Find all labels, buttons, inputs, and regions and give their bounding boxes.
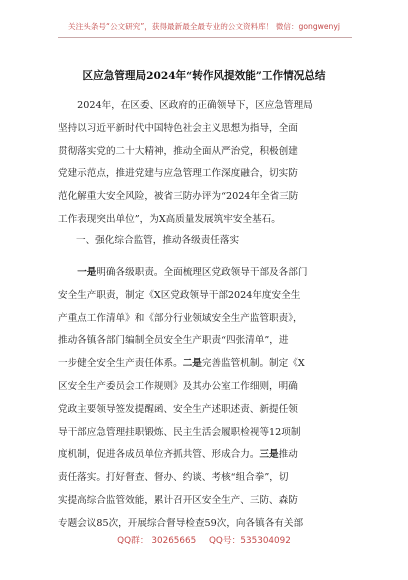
paragraph-line xyxy=(58,399,352,422)
section-heading: 一、强化综合监管，推动各级责任落实 xyxy=(76,235,240,246)
paragraph-line: 2024年，在区委、区政府的正确领导下，区应急管理局 xyxy=(58,100,313,111)
paragraph-line xyxy=(58,376,352,399)
paragraph-line: 坚持以习近平新时代中国特色社会主义思想为指导，全面 xyxy=(58,122,298,134)
line-text: 推动 xyxy=(278,449,298,461)
line-text: 推动各镇各部门编制全员安全生产职责“四张清单”，进 xyxy=(58,335,289,347)
intro-paragraph xyxy=(58,95,352,232)
line-text: 安全生产职责，制定《X区党政领导干部2024年度安全生 xyxy=(58,289,301,301)
paragraph-line xyxy=(58,330,352,353)
line-text: 党政主要领导签发提醒函、安全生产述职述责、新提任领 xyxy=(58,403,298,415)
item-marker: 三是 xyxy=(259,449,279,461)
header-divider xyxy=(58,37,352,38)
line-text: 专题会议85次，开展综合督导检查59次，向各镇各有关部 xyxy=(58,517,304,529)
document-title: 区应急管理局2024年“转作风提效能”工作情况总结 xyxy=(82,70,326,82)
line-text: 责任落实。打好督查、督办、约谈、考核“组合拳”，切 xyxy=(58,472,289,484)
qq-number: QQ号：535304092 xyxy=(208,536,291,546)
footer-contact xyxy=(0,533,408,546)
paragraph-line xyxy=(58,467,352,490)
qq-group: QQ群： 30265665 xyxy=(117,536,197,546)
paragraph-line xyxy=(58,262,352,285)
item-marker: 一是 xyxy=(77,267,97,278)
line-text: 导干部应急管理挂职锻炼、民主生活会履职检视等12项制 xyxy=(58,426,301,438)
line-text: 完善监管机制。制定《X xyxy=(201,358,305,370)
paragraph-line xyxy=(58,308,352,331)
line-text: 区安全生产委员会工作规则》及其办公室工作细则，明确 xyxy=(58,380,298,392)
paragraph-line xyxy=(58,490,352,513)
line-text: 实提高综合监管效能，累计召开区安全生产、三防、森防 xyxy=(58,494,298,506)
paragraph-line: 工作表现突出单位”，为X高质量发展筑牢安全基石。 xyxy=(58,213,281,225)
line-text: 产重点工作清单》和《部分行业领域安全生产监管职责》， xyxy=(58,312,303,324)
paragraph-line xyxy=(58,353,352,376)
line-text: 一步健全安全生产责任体系。 xyxy=(58,358,183,370)
item-marker: 二是 xyxy=(182,358,202,370)
paragraph-line: 贯彻落实党的二十大精神，推动全面从严治党，积极创建 xyxy=(58,145,298,157)
line-text: 明确各级职责。全面梳理区党政领导干部及各部门 xyxy=(96,267,308,278)
paragraph-line xyxy=(58,285,352,308)
paragraph-line xyxy=(58,422,352,445)
paragraph-line: 范化解重大安全风险，被省三防办评为“2024年全省三防 xyxy=(58,191,299,203)
header-banner: 关注头条号“公文研究”，获得最新最全最专业的公文资料库！ 微信：gongwenyj xyxy=(68,22,340,31)
line-text: 度机制，促进各成员单位齐抓共管、形成合力。 xyxy=(58,449,260,461)
paragraph-line xyxy=(58,444,352,467)
paragraph-line: 党建示范点，推进党建与应急管理工作深度融合，切实防 xyxy=(58,168,298,180)
section-1-paragraph xyxy=(58,262,352,536)
